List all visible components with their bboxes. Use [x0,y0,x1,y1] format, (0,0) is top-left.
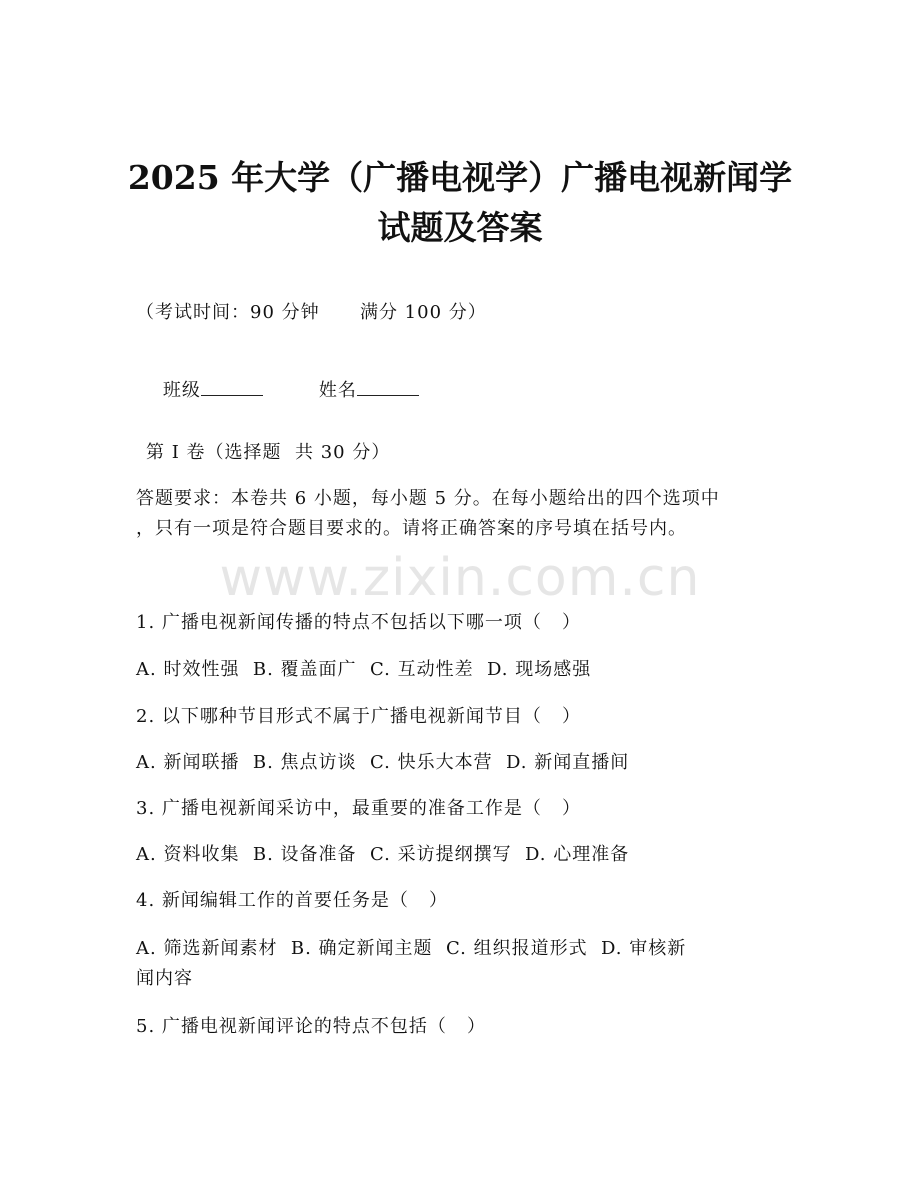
question-1-options: A. 时效性强 B. 覆盖面广 C. 互动性差 D. 现场感强 [136,659,592,680]
document-title-line2: 试题及答案 [377,208,543,247]
question-5: 5. 广播电视新闻评论的特点不包括（ ） [136,1016,487,1037]
question-4: 4. 新闻编辑工作的首要任务是（ ） [136,890,449,911]
exam-info: （考试时间：90 分钟 满分 100 分） [136,302,487,323]
question-3-options: A. 资料收集 B. 设备准备 C. 采访提纲撰写 D. 心理准备 [136,844,630,865]
question-2: 2. 以下哪种节目形式不属于广播电视新闻节目（ ） [136,706,582,727]
document-title-line1: 2025 年大学（广播电视学）广播电视新闻学 [127,158,793,197]
instructions-line2: ，只有一项是符合题目要求的。请将正确答案的序号填在括号内。 [136,518,687,539]
question-4-options-line1: A. 筛选新闻素材 B. 确定新闻主题 C. 组织报道形式 D. 审核新 [136,938,687,959]
question-2-options: A. 新闻联播 B. 焦点访谈 C. 快乐大本营 D. 新闻直播间 [136,752,630,773]
name-label: 姓名 [318,380,357,401]
name-blank[interactable] [357,377,419,396]
watermark: www.zixin.com.cn [219,548,701,608]
question-1: 1. 广播电视新闻传播的特点不包括以下哪一项（ ） [136,612,582,633]
instructions-line1: 答题要求：本卷共 6 小题，每小题 5 分。在每小题给出的四个选项中 [136,488,720,509]
question-4-options-line2: 闻内容 [136,968,193,989]
question-3: 3. 广播电视新闻采访中，最重要的准备工作是（ ） [136,798,582,819]
class-label: 班级 [162,380,201,401]
section-heading: 第 I 卷（选择题 共 30 分） [146,442,391,463]
class-blank[interactable] [201,377,263,396]
student-info-row [136,346,776,436]
